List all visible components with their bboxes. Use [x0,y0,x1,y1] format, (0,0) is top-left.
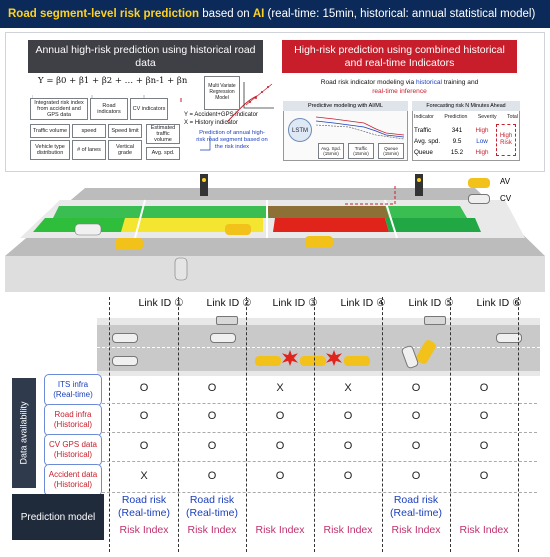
availability-cell: O [411,410,421,422]
availability-cell: O [139,440,149,452]
cctv-camera-icon [216,316,238,325]
row-divider [97,403,537,404]
link-label-1: Link ID ① [138,297,184,309]
indicator-cell: Vehicle type distribution [30,140,70,160]
availability-cell: X [276,382,284,394]
row-label-accident [44,464,102,496]
row-severity: High [475,127,489,134]
title-part-1: Road segment-level risk prediction [8,8,200,20]
title-bar [0,0,550,28]
availability-cell: O [207,440,217,452]
row-indicator: Queue [414,149,433,156]
lstm-icon: LSTM [288,118,312,142]
availability-cell: O [139,382,149,394]
cv-car [112,333,138,343]
forecast-header-row [414,114,518,120]
availability-cell: O [411,440,421,452]
subtitle-realtime: real-time inference [372,88,427,96]
risk-index-label: Risk Index [255,524,305,536]
availability-cell: O [411,470,421,482]
legend-cv: CV [500,194,512,203]
road-scene [5,174,545,292]
cv-indicators-box: CV indicators [130,98,168,120]
row-indicator: Avg. spd. [414,138,441,145]
left-panel-heading: Annual high-risk prediction using historical road data [28,40,263,73]
availability-cell: O [275,470,285,482]
link-label-4: Link ID ④ [340,297,386,309]
indicator-cell: speed [72,124,106,138]
row-sub: (Historical) [53,480,93,489]
data-availability-text: Data availability [19,401,29,465]
availability-cell: O [207,382,217,394]
row-divider [97,432,537,433]
av-car [300,356,326,366]
column-divider [314,297,315,552]
road-risk-label: Road risk (Real-time) [186,494,238,520]
forecast-rows [414,125,494,158]
row-sub: (Historical) [53,450,93,459]
row-sub: (Historical) [53,420,93,429]
indicator-cell: Avg. spd. [146,147,180,160]
column-divider [246,297,247,552]
row-name: Road infra [54,410,92,419]
row-indicator: Traffic [414,127,432,134]
cv-car [112,356,138,366]
row-divider [97,461,537,462]
availability-cell: X [344,382,352,394]
availability-cell: O [411,382,421,394]
row-name: CV GPS data [48,440,98,449]
forecast-row [414,136,494,147]
header-indicator: Indicator [414,114,434,120]
regression-plot-icon [242,80,276,110]
availability-cell: O [343,410,353,422]
availability-cell: O [207,410,217,422]
availability-cell: O [139,410,149,422]
availability-cell: O [479,382,489,394]
legend-av: AV [500,177,511,186]
input-avg-speed: Avg. Spd. (15min) [318,143,344,159]
regression-formula: Y = β0 + β1 + β2 + … + βn-1 + βn [38,76,188,86]
road-risk-label: Road risk (Real-time) [390,494,442,520]
input-queue: Queue (15min) [378,143,404,159]
cctv-camera-icon [424,316,446,325]
road-indicators-box: Road indicators [90,98,128,120]
prediction-model-label: Prediction model [12,494,104,540]
row-label-cv-gps [44,434,102,466]
row-sub: (Real-time) [53,390,93,399]
title-part-4: (real-time: 15min, historical: annual statistical model) [264,8,536,20]
integrated-risk-box: Integrated risk index from accident and GPS data [30,98,88,120]
prediction-note: Prediction of annual high-risk road segment based on the risk index [196,130,268,150]
av-car [344,356,370,366]
title-part-2: based on [199,8,253,20]
availability-cell: O [343,440,353,452]
header-prediction: Prediction [444,114,468,120]
availability-cell: O [479,440,489,452]
column-divider [518,297,519,552]
column-divider [109,297,110,552]
availability-cell: O [343,470,353,482]
right-panel-subtitle [282,78,517,96]
forecast-row [414,147,494,158]
link-label-5: Link ID ⑤ [408,297,454,309]
link-label-3: Link ID ③ [272,297,318,309]
road-risk-label: Road risk (Real-time) [118,494,170,520]
risk-index-label: Risk Index [119,524,169,536]
indicator-cell: # of lanes [72,140,106,160]
right-panel-heading: High-risk prediction using combined historical and real-time Indicators [282,40,517,73]
row-prediction: 341 [451,127,463,134]
availability-cell: O [479,410,489,422]
cv-car-icon [468,194,490,204]
x-definition: X = History indicator [184,120,238,126]
total-high-risk: High Risk [496,124,516,156]
av-car [255,356,281,366]
row-divider [97,492,537,493]
cv-car [210,333,236,343]
ai-model-title: Predictive modeling with AI/ML [283,101,408,111]
av-car-icon [468,178,490,188]
forecast-title: Forecasting risk N Minutes Ahead [412,101,520,111]
row-name: ITS infra [57,380,89,389]
availability-cell: O [207,470,217,482]
forecast-row [414,125,494,136]
forecast-lines [314,113,406,141]
row-severity: High [475,149,489,156]
availability-cell: O [275,440,285,452]
risk-index-label: Risk Index [187,524,237,536]
risk-index-label: Risk Index [323,524,373,536]
column-divider [450,297,451,552]
header-total: Total [507,114,518,120]
indicator-cell: Vertical grade [108,140,142,160]
row-label-its [44,374,102,406]
indicator-cell: Traffic volume [30,124,70,138]
lane-divider [97,347,540,348]
data-availability-label [12,378,36,488]
mvr-model-box: Multi Variate Regression Model [204,76,240,110]
availability-cell: O [275,410,285,422]
subtitle-text-2: training and [442,79,479,86]
row-label-road-infra [44,404,102,436]
title-part-3: AI [252,8,265,20]
row-name: Accident data [48,470,98,479]
availability-cell: X [140,470,148,482]
risk-index-label: Risk Index [459,524,509,536]
indicator-cell: Estimated traffic volume [146,124,180,144]
row-prediction: 9.5 [452,138,462,145]
link-label-2: Link ID ② [206,297,252,309]
availability-cell: O [479,470,489,482]
column-divider [178,297,179,552]
risk-index-label: Risk Index [391,524,441,536]
subtitle-historical: historical [415,79,443,86]
row-severity: Low [476,138,488,145]
column-divider [382,297,383,552]
link-label-6: Link ID ⑥ [476,297,522,309]
row-prediction: 15.2 [450,149,464,156]
indicator-cell: Speed limit [108,124,142,138]
input-traffic: Traffic (15min) [348,143,374,159]
header-severity: Severity [477,114,497,120]
y-definition: Y = Accident+GPS indicator [184,112,258,118]
subtitle-text-1: Road risk indicator modeling via [320,79,416,86]
